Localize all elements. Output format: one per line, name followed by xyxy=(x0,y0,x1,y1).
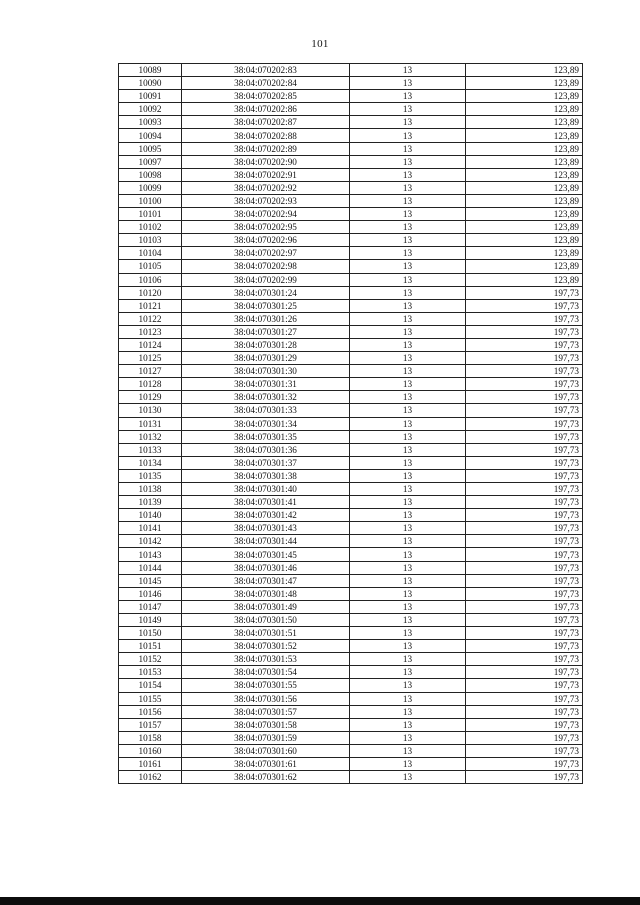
cadastral-number-cell: 38:04:070301:34 xyxy=(182,417,350,430)
number-cell: 10101 xyxy=(119,208,182,221)
table-row xyxy=(119,456,583,469)
cadastral-number-cell: 38:04:070301:24 xyxy=(182,286,350,299)
table-row xyxy=(119,181,583,194)
count-cell: 13 xyxy=(350,718,466,731)
count-cell: 13 xyxy=(350,312,466,325)
cadastral-number-cell: 38:04:070202:94 xyxy=(182,208,350,221)
cadastral-number-cell: 38:04:070202:85 xyxy=(182,90,350,103)
value-cell: 197,73 xyxy=(466,574,583,587)
value-cell: 123,89 xyxy=(466,90,583,103)
table-row xyxy=(119,286,583,299)
cadastral-number-cell: 38:04:070301:56 xyxy=(182,692,350,705)
table-row xyxy=(119,352,583,365)
number-cell: 10089 xyxy=(119,64,182,77)
table-row xyxy=(119,64,583,77)
value-cell: 197,73 xyxy=(466,483,583,496)
table-row xyxy=(119,247,583,260)
count-cell: 13 xyxy=(350,456,466,469)
value-cell: 197,73 xyxy=(466,352,583,365)
number-cell: 10157 xyxy=(119,718,182,731)
number-cell: 10127 xyxy=(119,365,182,378)
number-cell: 10090 xyxy=(119,77,182,90)
number-cell: 10138 xyxy=(119,483,182,496)
cadastral-number-cell: 38:04:070301:45 xyxy=(182,548,350,561)
table-row xyxy=(119,103,583,116)
value-cell: 197,73 xyxy=(466,443,583,456)
count-cell: 13 xyxy=(350,744,466,757)
count-cell: 13 xyxy=(350,627,466,640)
value-cell: 123,89 xyxy=(466,64,583,77)
cadastral-number-cell: 38:04:070202:87 xyxy=(182,116,350,129)
count-cell: 13 xyxy=(350,221,466,234)
table-row xyxy=(119,522,583,535)
table-row xyxy=(119,325,583,338)
number-cell: 10133 xyxy=(119,443,182,456)
count-cell: 13 xyxy=(350,705,466,718)
value-cell: 197,73 xyxy=(466,404,583,417)
count-cell: 13 xyxy=(350,483,466,496)
count-cell: 13 xyxy=(350,640,466,653)
value-cell: 197,73 xyxy=(466,417,583,430)
value-cell: 123,89 xyxy=(466,77,583,90)
cadastral-number-cell: 38:04:070301:35 xyxy=(182,430,350,443)
number-cell: 10154 xyxy=(119,679,182,692)
cadastral-number-cell: 38:04:070301:43 xyxy=(182,522,350,535)
value-cell: 197,73 xyxy=(466,613,583,626)
cadastral-number-cell: 38:04:070301:54 xyxy=(182,666,350,679)
cadastral-number-cell: 38:04:070202:83 xyxy=(182,64,350,77)
table-row xyxy=(119,640,583,653)
value-cell: 197,73 xyxy=(466,653,583,666)
number-cell: 10152 xyxy=(119,653,182,666)
number-cell: 10125 xyxy=(119,352,182,365)
count-cell: 13 xyxy=(350,168,466,181)
table-row xyxy=(119,600,583,613)
value-cell: 197,73 xyxy=(466,692,583,705)
count-cell: 13 xyxy=(350,771,466,784)
count-cell: 13 xyxy=(350,365,466,378)
cadastral-number-cell: 38:04:070301:57 xyxy=(182,705,350,718)
value-cell: 197,73 xyxy=(466,587,583,600)
scan-edge-band xyxy=(0,897,640,905)
table-row xyxy=(119,208,583,221)
table-row xyxy=(119,129,583,142)
cadastral-number-cell: 38:04:070301:50 xyxy=(182,613,350,626)
value-cell: 123,89 xyxy=(466,234,583,247)
table-body xyxy=(119,64,583,784)
table-row xyxy=(119,561,583,574)
value-cell: 123,89 xyxy=(466,260,583,273)
count-cell: 13 xyxy=(350,208,466,221)
table-row xyxy=(119,90,583,103)
value-cell: 197,73 xyxy=(466,731,583,744)
count-cell: 13 xyxy=(350,129,466,142)
number-cell: 10162 xyxy=(119,771,182,784)
value-cell: 123,89 xyxy=(466,247,583,260)
value-cell: 197,73 xyxy=(466,600,583,613)
count-cell: 13 xyxy=(350,155,466,168)
table-row xyxy=(119,168,583,181)
cadastral-number-cell: 38:04:070301:62 xyxy=(182,771,350,784)
cadastral-number-cell: 38:04:070301:53 xyxy=(182,653,350,666)
cadastral-number-cell: 38:04:070301:51 xyxy=(182,627,350,640)
number-cell: 10153 xyxy=(119,666,182,679)
value-cell: 123,89 xyxy=(466,142,583,155)
value-cell: 123,89 xyxy=(466,116,583,129)
cadastral-number-cell: 38:04:070301:26 xyxy=(182,312,350,325)
number-cell: 10123 xyxy=(119,325,182,338)
count-cell: 13 xyxy=(350,653,466,666)
number-cell: 10161 xyxy=(119,757,182,770)
table-row xyxy=(119,548,583,561)
cadastral-number-cell: 38:04:070301:32 xyxy=(182,391,350,404)
cadastral-number-cell: 38:04:070301:37 xyxy=(182,456,350,469)
cadastral-number-cell: 38:04:070301:59 xyxy=(182,731,350,744)
value-cell: 197,73 xyxy=(466,666,583,679)
table-row xyxy=(119,116,583,129)
count-cell: 13 xyxy=(350,417,466,430)
count-cell: 13 xyxy=(350,338,466,351)
value-cell: 197,73 xyxy=(466,286,583,299)
number-cell: 10093 xyxy=(119,116,182,129)
table-row xyxy=(119,692,583,705)
count-cell: 13 xyxy=(350,443,466,456)
value-cell: 197,73 xyxy=(466,299,583,312)
table-row xyxy=(119,365,583,378)
number-cell: 10160 xyxy=(119,744,182,757)
table-row xyxy=(119,718,583,731)
number-cell: 10134 xyxy=(119,456,182,469)
cadastral-number-cell: 38:04:070202:93 xyxy=(182,194,350,207)
number-cell: 10141 xyxy=(119,522,182,535)
number-cell: 10092 xyxy=(119,103,182,116)
table-row xyxy=(119,469,583,482)
cadastral-number-cell: 38:04:070202:84 xyxy=(182,77,350,90)
count-cell: 13 xyxy=(350,77,466,90)
cadastral-number-cell: 38:04:070202:97 xyxy=(182,247,350,260)
number-cell: 10156 xyxy=(119,705,182,718)
count-cell: 13 xyxy=(350,234,466,247)
cadastral-number-cell: 38:04:070301:41 xyxy=(182,496,350,509)
cadastral-number-cell: 38:04:070202:90 xyxy=(182,155,350,168)
number-cell: 10121 xyxy=(119,299,182,312)
cadastral-number-cell: 38:04:070301:27 xyxy=(182,325,350,338)
number-cell: 10151 xyxy=(119,640,182,653)
number-cell: 10146 xyxy=(119,587,182,600)
cadastral-number-cell: 38:04:070301:55 xyxy=(182,679,350,692)
table-row xyxy=(119,613,583,626)
cadastral-number-cell: 38:04:070301:61 xyxy=(182,757,350,770)
number-cell: 10122 xyxy=(119,312,182,325)
value-cell: 123,89 xyxy=(466,168,583,181)
value-cell: 197,73 xyxy=(466,679,583,692)
table-row xyxy=(119,627,583,640)
value-cell: 197,73 xyxy=(466,771,583,784)
cadastral-number-cell: 38:04:070202:95 xyxy=(182,221,350,234)
value-cell: 197,73 xyxy=(466,496,583,509)
cadastral-number-cell: 38:04:070202:99 xyxy=(182,273,350,286)
cadastral-number-cell: 38:04:070301:33 xyxy=(182,404,350,417)
table-row xyxy=(119,430,583,443)
cadastral-number-cell: 38:04:070301:28 xyxy=(182,338,350,351)
cadastral-number-cell: 38:04:070301:47 xyxy=(182,574,350,587)
number-cell: 10097 xyxy=(119,155,182,168)
count-cell: 13 xyxy=(350,587,466,600)
value-cell: 197,73 xyxy=(466,365,583,378)
cadastral-number-cell: 38:04:070301:52 xyxy=(182,640,350,653)
number-cell: 10104 xyxy=(119,247,182,260)
value-cell: 123,89 xyxy=(466,221,583,234)
count-cell: 13 xyxy=(350,247,466,260)
number-cell: 10094 xyxy=(119,129,182,142)
count-cell: 13 xyxy=(350,194,466,207)
table-row xyxy=(119,666,583,679)
cadastral-number-cell: 38:04:070301:44 xyxy=(182,535,350,548)
count-cell: 13 xyxy=(350,378,466,391)
count-cell: 13 xyxy=(350,548,466,561)
cadastral-number-cell: 38:04:070301:36 xyxy=(182,443,350,456)
count-cell: 13 xyxy=(350,404,466,417)
value-cell: 197,73 xyxy=(466,456,583,469)
cadastral-number-cell: 38:04:070301:49 xyxy=(182,600,350,613)
cadastral-number-cell: 38:04:070202:86 xyxy=(182,103,350,116)
table-row xyxy=(119,771,583,784)
table-row xyxy=(119,299,583,312)
value-cell: 197,73 xyxy=(466,325,583,338)
count-cell: 13 xyxy=(350,692,466,705)
number-cell: 10144 xyxy=(119,561,182,574)
table-row xyxy=(119,234,583,247)
count-cell: 13 xyxy=(350,116,466,129)
table-row xyxy=(119,404,583,417)
count-cell: 13 xyxy=(350,299,466,312)
value-cell: 197,73 xyxy=(466,640,583,653)
table-row xyxy=(119,417,583,430)
table-row xyxy=(119,391,583,404)
count-cell: 13 xyxy=(350,273,466,286)
table-row xyxy=(119,142,583,155)
number-cell: 10128 xyxy=(119,378,182,391)
value-cell: 197,73 xyxy=(466,430,583,443)
number-cell: 10130 xyxy=(119,404,182,417)
number-cell: 10135 xyxy=(119,469,182,482)
count-cell: 13 xyxy=(350,142,466,155)
table-row xyxy=(119,273,583,286)
count-cell: 13 xyxy=(350,666,466,679)
count-cell: 13 xyxy=(350,90,466,103)
count-cell: 13 xyxy=(350,535,466,548)
value-cell: 197,73 xyxy=(466,561,583,574)
cadastral-number-cell: 38:04:070202:92 xyxy=(182,181,350,194)
number-cell: 10105 xyxy=(119,260,182,273)
cadastral-number-cell: 38:04:070301:31 xyxy=(182,378,350,391)
value-cell: 197,73 xyxy=(466,718,583,731)
value-cell: 123,89 xyxy=(466,103,583,116)
cadastral-number-cell: 38:04:070301:29 xyxy=(182,352,350,365)
cadastral-number-cell: 38:04:070301:38 xyxy=(182,469,350,482)
value-cell: 123,89 xyxy=(466,155,583,168)
table-row xyxy=(119,587,583,600)
table-row xyxy=(119,535,583,548)
count-cell: 13 xyxy=(350,391,466,404)
table-row xyxy=(119,312,583,325)
cadastral-number-cell: 38:04:070202:96 xyxy=(182,234,350,247)
count-cell: 13 xyxy=(350,260,466,273)
cadastral-number-cell: 38:04:070202:98 xyxy=(182,260,350,273)
number-cell: 10147 xyxy=(119,600,182,613)
number-cell: 10120 xyxy=(119,286,182,299)
value-cell: 197,73 xyxy=(466,744,583,757)
table-row xyxy=(119,705,583,718)
number-cell: 10150 xyxy=(119,627,182,640)
value-cell: 197,73 xyxy=(466,757,583,770)
value-cell: 197,73 xyxy=(466,338,583,351)
cadastral-number-cell: 38:04:070301:48 xyxy=(182,587,350,600)
value-cell: 197,73 xyxy=(466,312,583,325)
value-cell: 197,73 xyxy=(466,522,583,535)
value-cell: 123,89 xyxy=(466,194,583,207)
count-cell: 13 xyxy=(350,325,466,338)
cadastral-number-cell: 38:04:070301:40 xyxy=(182,483,350,496)
table-row xyxy=(119,679,583,692)
number-cell: 10143 xyxy=(119,548,182,561)
table-row xyxy=(119,744,583,757)
table-row xyxy=(119,574,583,587)
value-cell: 123,89 xyxy=(466,129,583,142)
number-cell: 10099 xyxy=(119,181,182,194)
table-row xyxy=(119,483,583,496)
cadastral-number-cell: 38:04:070301:30 xyxy=(182,365,350,378)
number-cell: 10158 xyxy=(119,731,182,744)
count-cell: 13 xyxy=(350,561,466,574)
table-row xyxy=(119,757,583,770)
number-cell: 10142 xyxy=(119,535,182,548)
value-cell: 123,89 xyxy=(466,273,583,286)
count-cell: 13 xyxy=(350,613,466,626)
value-cell: 197,73 xyxy=(466,378,583,391)
table-row xyxy=(119,378,583,391)
count-cell: 13 xyxy=(350,64,466,77)
cadastral-number-cell: 38:04:070301:42 xyxy=(182,509,350,522)
number-cell: 10102 xyxy=(119,221,182,234)
count-cell: 13 xyxy=(350,181,466,194)
count-cell: 13 xyxy=(350,574,466,587)
value-cell: 197,73 xyxy=(466,391,583,404)
number-cell: 10091 xyxy=(119,90,182,103)
number-cell: 10139 xyxy=(119,496,182,509)
value-cell: 197,73 xyxy=(466,535,583,548)
count-cell: 13 xyxy=(350,757,466,770)
table-row xyxy=(119,509,583,522)
count-cell: 13 xyxy=(350,430,466,443)
table-row xyxy=(119,653,583,666)
number-cell: 10149 xyxy=(119,613,182,626)
table-row xyxy=(119,221,583,234)
count-cell: 13 xyxy=(350,731,466,744)
cadastral-number-cell: 38:04:070301:58 xyxy=(182,718,350,731)
number-cell: 10103 xyxy=(119,234,182,247)
number-cell: 10145 xyxy=(119,574,182,587)
number-cell: 10129 xyxy=(119,391,182,404)
value-cell: 197,73 xyxy=(466,548,583,561)
number-cell: 10106 xyxy=(119,273,182,286)
count-cell: 13 xyxy=(350,103,466,116)
count-cell: 13 xyxy=(350,522,466,535)
number-cell: 10124 xyxy=(119,338,182,351)
table-row xyxy=(119,731,583,744)
count-cell: 13 xyxy=(350,286,466,299)
value-cell: 123,89 xyxy=(466,208,583,221)
number-cell: 10155 xyxy=(119,692,182,705)
table-row xyxy=(119,77,583,90)
count-cell: 13 xyxy=(350,509,466,522)
cadastral-number-cell: 38:04:070202:88 xyxy=(182,129,350,142)
value-cell: 197,73 xyxy=(466,469,583,482)
cadastral-number-cell: 38:04:070301:60 xyxy=(182,744,350,757)
count-cell: 13 xyxy=(350,679,466,692)
page-number: 101 xyxy=(311,38,329,50)
count-cell: 13 xyxy=(350,600,466,613)
value-cell: 197,73 xyxy=(466,509,583,522)
table-row xyxy=(119,194,583,207)
number-cell: 10095 xyxy=(119,142,182,155)
count-cell: 13 xyxy=(350,469,466,482)
number-cell: 10098 xyxy=(119,168,182,181)
number-cell: 10131 xyxy=(119,417,182,430)
value-cell: 123,89 xyxy=(466,181,583,194)
value-cell: 197,73 xyxy=(466,705,583,718)
cadastral-number-cell: 38:04:070301:46 xyxy=(182,561,350,574)
cadastral-number-cell: 38:04:070202:91 xyxy=(182,168,350,181)
table-row xyxy=(119,155,583,168)
table-row xyxy=(119,496,583,509)
data-table xyxy=(118,63,583,784)
count-cell: 13 xyxy=(350,496,466,509)
table-row xyxy=(119,338,583,351)
number-cell: 10140 xyxy=(119,509,182,522)
table-row xyxy=(119,260,583,273)
number-cell: 10132 xyxy=(119,430,182,443)
table-row xyxy=(119,443,583,456)
cadastral-number-cell: 38:04:070301:25 xyxy=(182,299,350,312)
value-cell: 197,73 xyxy=(466,627,583,640)
count-cell: 13 xyxy=(350,352,466,365)
cadastral-number-cell: 38:04:070202:89 xyxy=(182,142,350,155)
number-cell: 10100 xyxy=(119,194,182,207)
